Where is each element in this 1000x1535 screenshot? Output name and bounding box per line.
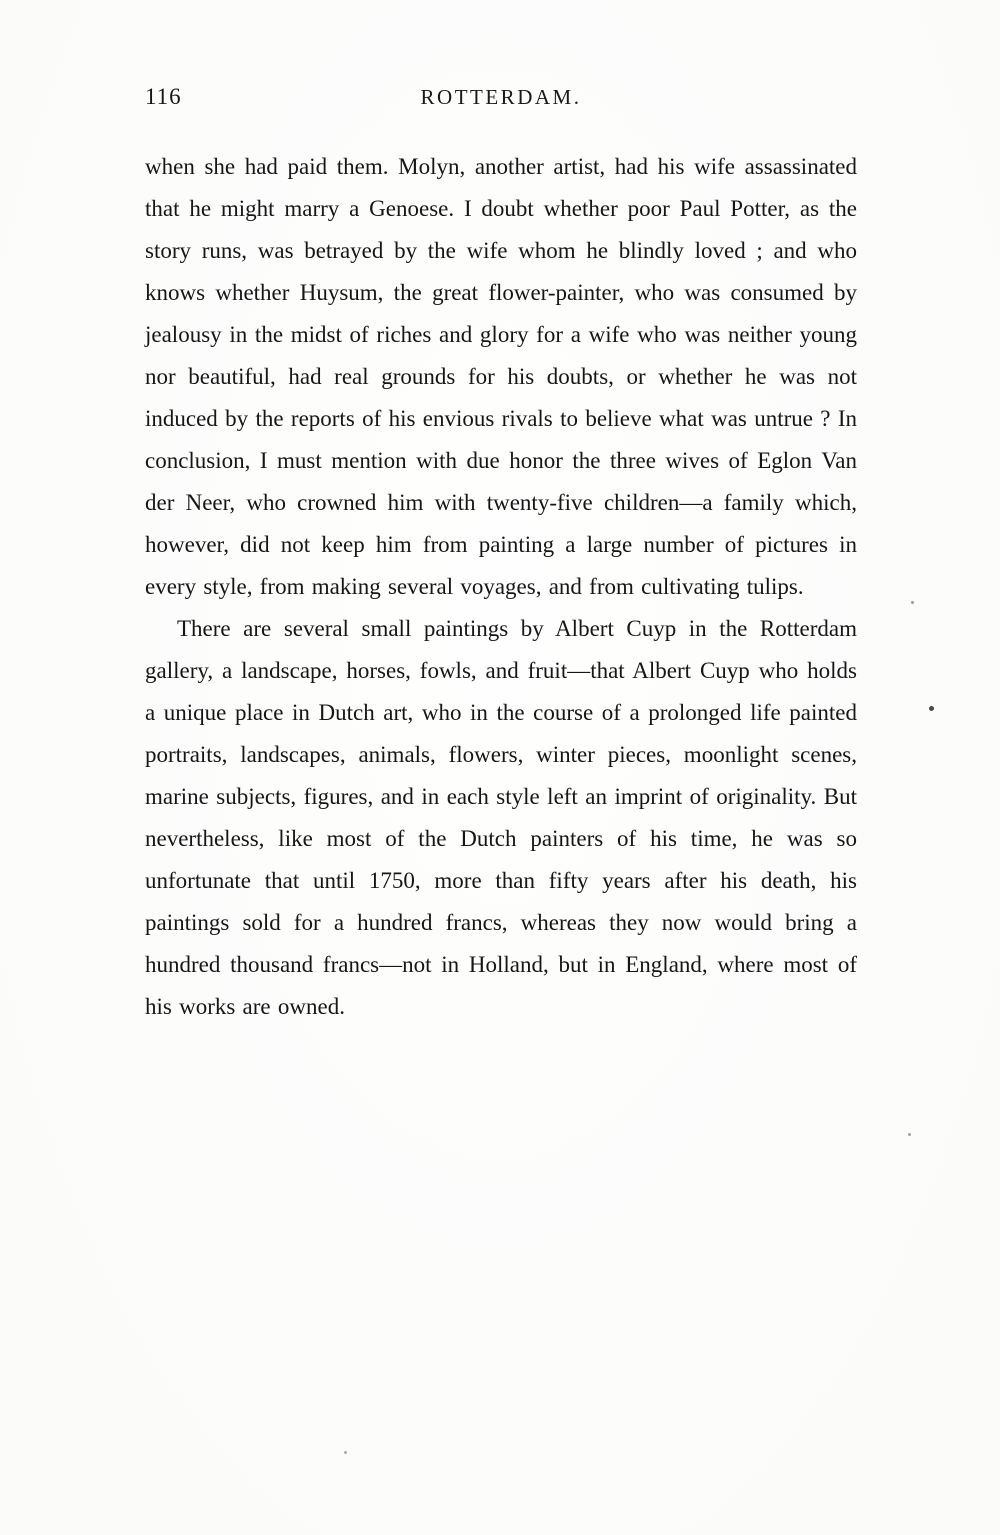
scan-speck <box>911 601 914 604</box>
scan-speck <box>908 1133 911 1136</box>
paragraph: There are several small paintings by Albert Cuyp in the Rotterdam gallery, a landscape, horses, fowls, and fruit—that Albert Cuyp who holds a unique place in Dutch art, who in the course of a prolonged life painted portraits, landscapes, animals, flowers, winter pieces, moonlight scenes, marine subjects, figures, and in each style left an imprint of originality. But nevertheless, like most of the Dutch painters of his time, he was so unfortunate that until 1750, more than fifty years after his death, his paintings sold for a hundred francs, whereas they now would bring a hundred thousand francs—not in Holland, but in England, where most of his works are owned. <box>145 616 857 1019</box>
page-header <box>145 84 857 114</box>
page-body <box>145 146 857 1028</box>
scan-speck <box>929 706 934 711</box>
running-title: ROTTERDAM. <box>420 85 582 109</box>
scan-speck <box>344 1451 347 1454</box>
page-number: 116 <box>145 84 182 109</box>
paragraph: when she had paid them. Molyn, another artist, had his wife assassinated that he might marry a Genoese. I doubt whether poor Paul Potter, as the story runs, was betrayed by the wife whom he blindly loved ; and who knows whether Huysum, the great flower-painter, who was consumed by jealousy in the midst of riches and glory for a wife who was neither young nor beautiful, had real grounds for his doubts, or whether he was not induced by the reports of his envious rivals to believe what was untrue ? In conclusion, I must mention with due honor the three wives of Eglon Van der Neer, who crowned him with twenty-five children—a family which, however, did not keep him from painting a large number of pictures in every style, from making several voyages, and from cultivating tulips. <box>145 154 857 599</box>
